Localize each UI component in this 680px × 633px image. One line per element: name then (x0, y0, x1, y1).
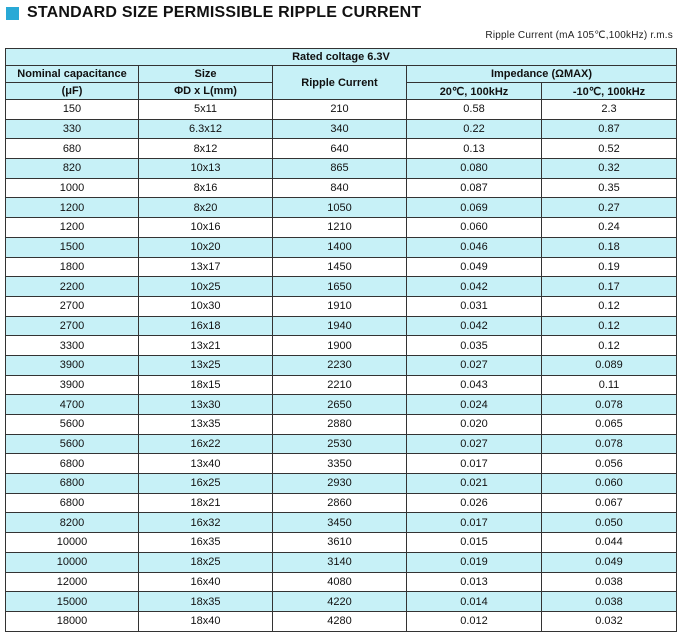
impedance-minus10c-cell: 0.11 (542, 375, 677, 395)
table-row (6, 316, 677, 336)
impedance-minus10c-cell: 0.17 (542, 277, 677, 297)
impedance-minus10c-cell: 0.050 (542, 513, 677, 533)
capacitance-cell: 3300 (6, 336, 139, 356)
table-row (6, 119, 677, 139)
size-cell: 8x20 (139, 198, 273, 218)
impedance-minus10c-cell: 0.52 (542, 139, 677, 159)
impedance-minus10c-cell: 0.065 (542, 415, 677, 435)
size-cell: 13x35 (139, 415, 273, 435)
table-row (6, 493, 677, 513)
ripple-cell: 4080 (273, 572, 407, 592)
ripple-cell: 1940 (273, 316, 407, 336)
impedance-minus10c-cell: 0.044 (542, 533, 677, 553)
ripple-cell: 865 (273, 159, 407, 179)
page-title: STANDARD SIZE PERMISSIBLE RIPPLE CURRENT (27, 4, 422, 21)
size-cell: 16x40 (139, 572, 273, 592)
table-row (6, 355, 677, 375)
impedance-20c-header: 20℃, 100kHz (407, 83, 542, 100)
capacitance-header: Nominal capacitance (6, 66, 139, 83)
ripple-cell: 840 (273, 178, 407, 198)
ripple-current-header: Ripple Current (273, 66, 407, 100)
ripple-current-note: Ripple Current (mA 105℃,100kHz) r.m.s (485, 30, 673, 41)
impedance-minus10c-cell: 0.060 (542, 474, 677, 494)
capacitance-cell: 2700 (6, 296, 139, 316)
impedance-minus10c-cell: 0.049 (542, 552, 677, 572)
impedance-minus10c-cell: 0.32 (542, 159, 677, 179)
ripple-cell: 1910 (273, 296, 407, 316)
capacitance-cell: 2700 (6, 316, 139, 336)
capacitance-cell: 680 (6, 139, 139, 159)
ripple-cell: 2230 (273, 355, 407, 375)
capacitance-cell: 10000 (6, 533, 139, 553)
impedance-20c-cell: 0.087 (407, 178, 542, 198)
impedance-minus10c-cell: 0.27 (542, 198, 677, 218)
impedance-minus10c-cell: 0.19 (542, 257, 677, 277)
table-row (6, 415, 677, 435)
table-row (6, 513, 677, 533)
impedance-20c-cell: 0.024 (407, 395, 542, 415)
capacitance-cell: 15000 (6, 592, 139, 612)
impedance-minus10c-cell: 0.038 (542, 592, 677, 612)
table-row (6, 533, 677, 553)
capacitance-cell: 1500 (6, 237, 139, 257)
capacitance-cell: 5600 (6, 415, 139, 435)
table-row (6, 592, 677, 612)
ripple-current-table (5, 48, 677, 632)
impedance-20c-cell: 0.060 (407, 218, 542, 238)
capacitance-cell: 6800 (6, 474, 139, 494)
impedance-20c-cell: 0.013 (407, 572, 542, 592)
ripple-cell: 1210 (273, 218, 407, 238)
impedance-minus10c-cell: 0.038 (542, 572, 677, 592)
table-row (6, 257, 677, 277)
ripple-cell: 1900 (273, 336, 407, 356)
impedance-20c-cell: 0.043 (407, 375, 542, 395)
impedance-minus10c-cell: 0.35 (542, 178, 677, 198)
capacitance-cell: 330 (6, 119, 139, 139)
title-bar (6, 4, 421, 22)
size-cell: 10x30 (139, 296, 273, 316)
ripple-cell: 4220 (273, 592, 407, 612)
ripple-cell: 1400 (273, 237, 407, 257)
ripple-cell: 3450 (273, 513, 407, 533)
impedance-minus10c-cell: 0.056 (542, 454, 677, 474)
ripple-cell: 3350 (273, 454, 407, 474)
capacitance-cell: 1200 (6, 218, 139, 238)
table-row (6, 434, 677, 454)
capacitance-cell: 6800 (6, 454, 139, 474)
size-cell: 10x13 (139, 159, 273, 179)
capacitance-cell: 1200 (6, 198, 139, 218)
size-cell: 8x12 (139, 139, 273, 159)
impedance-minus10c-cell: 0.87 (542, 119, 677, 139)
impedance-20c-cell: 0.012 (407, 611, 542, 631)
impedance-minus10c-cell: 0.078 (542, 434, 677, 454)
ripple-cell: 3610 (273, 533, 407, 553)
table-row (6, 178, 677, 198)
size-cell: 18x35 (139, 592, 273, 612)
impedance-20c-cell: 0.049 (407, 257, 542, 277)
impedance-20c-cell: 0.031 (407, 296, 542, 316)
impedance-20c-cell: 0.021 (407, 474, 542, 494)
ripple-cell: 640 (273, 139, 407, 159)
ripple-cell: 2650 (273, 395, 407, 415)
capacitance-cell: 1800 (6, 257, 139, 277)
ripple-cell: 2860 (273, 493, 407, 513)
title-square-icon (6, 7, 19, 20)
table-row (6, 198, 677, 218)
impedance-20c-cell: 0.58 (407, 100, 542, 120)
table-row (6, 277, 677, 297)
capacitance-cell: 150 (6, 100, 139, 120)
table-row (6, 454, 677, 474)
table-row (6, 100, 677, 120)
size-cell: 6.3x12 (139, 119, 273, 139)
capacitance-cell: 4700 (6, 395, 139, 415)
capacitance-cell: 2200 (6, 277, 139, 297)
impedance-minus10c-cell: 0.078 (542, 395, 677, 415)
capacitance-cell: 18000 (6, 611, 139, 631)
impedance-minus10c-cell: 0.12 (542, 316, 677, 336)
size-cell: 16x32 (139, 513, 273, 533)
impedance-minus10c-cell: 0.067 (542, 493, 677, 513)
impedance-20c-cell: 0.017 (407, 513, 542, 533)
impedance-20c-cell: 0.020 (407, 415, 542, 435)
ripple-cell: 2210 (273, 375, 407, 395)
ripple-cell: 1650 (273, 277, 407, 297)
ripple-cell: 2880 (273, 415, 407, 435)
capacitance-cell: 8200 (6, 513, 139, 533)
size-cell: 16x35 (139, 533, 273, 553)
capacitance-cell: 3900 (6, 355, 139, 375)
impedance-minus10c-cell: 0.032 (542, 611, 677, 631)
table-row (6, 296, 677, 316)
ripple-cell: 210 (273, 100, 407, 120)
ripple-cell: 3140 (273, 552, 407, 572)
size-header: Size (139, 66, 273, 83)
ripple-cell: 2530 (273, 434, 407, 454)
size-cell: 10x16 (139, 218, 273, 238)
impedance-20c-cell: 0.042 (407, 277, 542, 297)
impedance-20c-cell: 0.015 (407, 533, 542, 553)
ripple-cell: 4280 (273, 611, 407, 631)
impedance-20c-cell: 0.019 (407, 552, 542, 572)
size-cell: 16x22 (139, 434, 273, 454)
impedance-minus10c-cell: 2.3 (542, 100, 677, 120)
impedance-minus10c-cell: 0.089 (542, 355, 677, 375)
capacitance-cell: 10000 (6, 552, 139, 572)
size-cell: 10x25 (139, 277, 273, 297)
table-row (6, 159, 677, 179)
table-row (6, 572, 677, 592)
size-cell: 16x25 (139, 474, 273, 494)
impedance-minus10c-cell: 0.12 (542, 336, 677, 356)
impedance-20c-cell: 0.042 (407, 316, 542, 336)
table-row (6, 336, 677, 356)
ripple-cell: 340 (273, 119, 407, 139)
size-cell: 5x11 (139, 100, 273, 120)
capacitance-unit-header: (μF) (6, 83, 139, 100)
size-cell: 18x40 (139, 611, 273, 631)
impedance-minus10c-cell: 0.18 (542, 237, 677, 257)
capacitance-cell: 3900 (6, 375, 139, 395)
size-cell: 8x16 (139, 178, 273, 198)
capacitance-cell: 12000 (6, 572, 139, 592)
impedance-minus10c-cell: 0.12 (542, 296, 677, 316)
size-cell: 18x15 (139, 375, 273, 395)
impedance-20c-cell: 0.014 (407, 592, 542, 612)
impedance-20c-cell: 0.035 (407, 336, 542, 356)
table-row (6, 375, 677, 395)
size-cell: 13x17 (139, 257, 273, 277)
ripple-cell: 1450 (273, 257, 407, 277)
size-cell: 16x18 (139, 316, 273, 336)
table-row (6, 611, 677, 631)
size-cell: 13x21 (139, 336, 273, 356)
table-row (6, 237, 677, 257)
size-cell: 13x40 (139, 454, 273, 474)
ripple-cell: 2930 (273, 474, 407, 494)
impedance-header: Impedance (ΩMAX) (407, 66, 677, 83)
impedance-minus10c-header: -10℃, 100kHz (542, 83, 677, 100)
table-row (6, 218, 677, 238)
capacitance-cell: 5600 (6, 434, 139, 454)
impedance-20c-cell: 0.017 (407, 454, 542, 474)
ripple-cell: 1050 (273, 198, 407, 218)
capacitance-cell: 820 (6, 159, 139, 179)
table-row (6, 552, 677, 572)
rated-voltage-header: Rated coltage 6.3V (6, 49, 677, 66)
impedance-20c-cell: 0.046 (407, 237, 542, 257)
table-row (6, 395, 677, 415)
impedance-20c-cell: 0.026 (407, 493, 542, 513)
size-cell: 10x20 (139, 237, 273, 257)
size-unit-header: ΦD x L(mm) (139, 83, 273, 100)
impedance-20c-cell: 0.069 (407, 198, 542, 218)
table-row (6, 474, 677, 494)
impedance-20c-cell: 0.22 (407, 119, 542, 139)
size-cell: 13x25 (139, 355, 273, 375)
impedance-20c-cell: 0.080 (407, 159, 542, 179)
capacitance-cell: 6800 (6, 493, 139, 513)
size-cell: 18x21 (139, 493, 273, 513)
impedance-20c-cell: 0.027 (407, 355, 542, 375)
impedance-20c-cell: 0.13 (407, 139, 542, 159)
table-row (6, 139, 677, 159)
impedance-minus10c-cell: 0.24 (542, 218, 677, 238)
size-cell: 13x30 (139, 395, 273, 415)
table-body (6, 100, 677, 632)
size-cell: 18x25 (139, 552, 273, 572)
impedance-20c-cell: 0.027 (407, 434, 542, 454)
capacitance-cell: 1000 (6, 178, 139, 198)
